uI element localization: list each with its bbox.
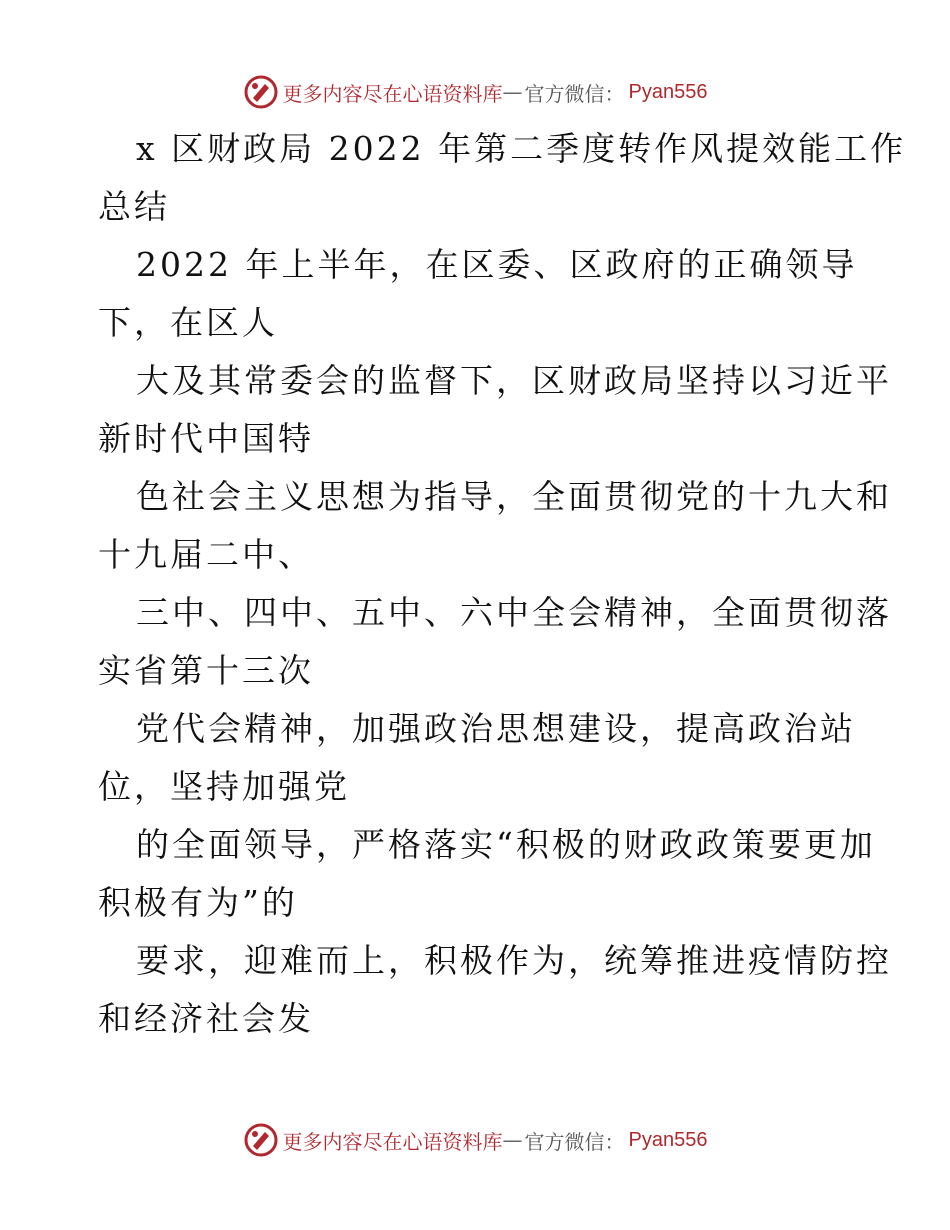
header-watermark: [0, 72, 950, 112]
document-title-line-1: x 区财政局 2022 年第二季度转作风提效能工作: [136, 129, 907, 168]
paragraph-line: 十九届二中、: [98, 535, 314, 574]
paragraph-line: 下，在区人: [98, 303, 278, 342]
paragraph-line: 三中、四中、五中、六中全会精神，全面贯彻落: [136, 593, 892, 632]
watermark-dash: —: [502, 80, 523, 104]
paragraph-line: 新时代中国特: [98, 419, 314, 458]
watermark-wechat-id: Pyan556: [628, 80, 708, 103]
watermark-dash: —: [502, 1128, 523, 1152]
watermark-brand-text: 更多内容尽在心语资料库: [282, 1129, 503, 1154]
paragraph-line: 位，坚持加强党: [98, 767, 350, 806]
paragraph-line: 2022 年上半年，在区委、区政府的正确领导: [136, 245, 858, 284]
footer-watermark: [0, 1120, 950, 1160]
paragraph-line: 要求，迎难而上，积极作为，统筹推进疫情防控: [136, 941, 892, 980]
paragraph-line: 实省第十三次: [98, 651, 314, 690]
paragraph-line: 大及其常委会的监督下，区财政局坚持以习近平: [136, 361, 892, 400]
brand-logo-icon: [243, 74, 279, 110]
paragraph-line: 的全面领导，严格落实“积极的财政政策要更加: [136, 825, 876, 864]
paragraph-line: 和经济社会发: [98, 999, 314, 1038]
document-title-line-2: 总结: [98, 187, 170, 226]
watermark-official-label: 官方微信：: [524, 81, 625, 106]
paragraph-line: 积极有为”的: [98, 883, 298, 922]
document-body: [98, 120, 907, 1048]
watermark-wechat-id: Pyan556: [628, 1128, 708, 1151]
watermark-official-label: 官方微信：: [524, 1129, 625, 1154]
watermark-brand-text: 更多内容尽在心语资料库: [282, 81, 503, 106]
paragraph-line: 党代会精神，加强政治思想建设，提高政治站: [136, 709, 856, 748]
brand-logo-icon: [243, 1122, 279, 1158]
paragraph-line: 色社会主义思想为指导，全面贯彻党的十九大和: [136, 477, 892, 516]
